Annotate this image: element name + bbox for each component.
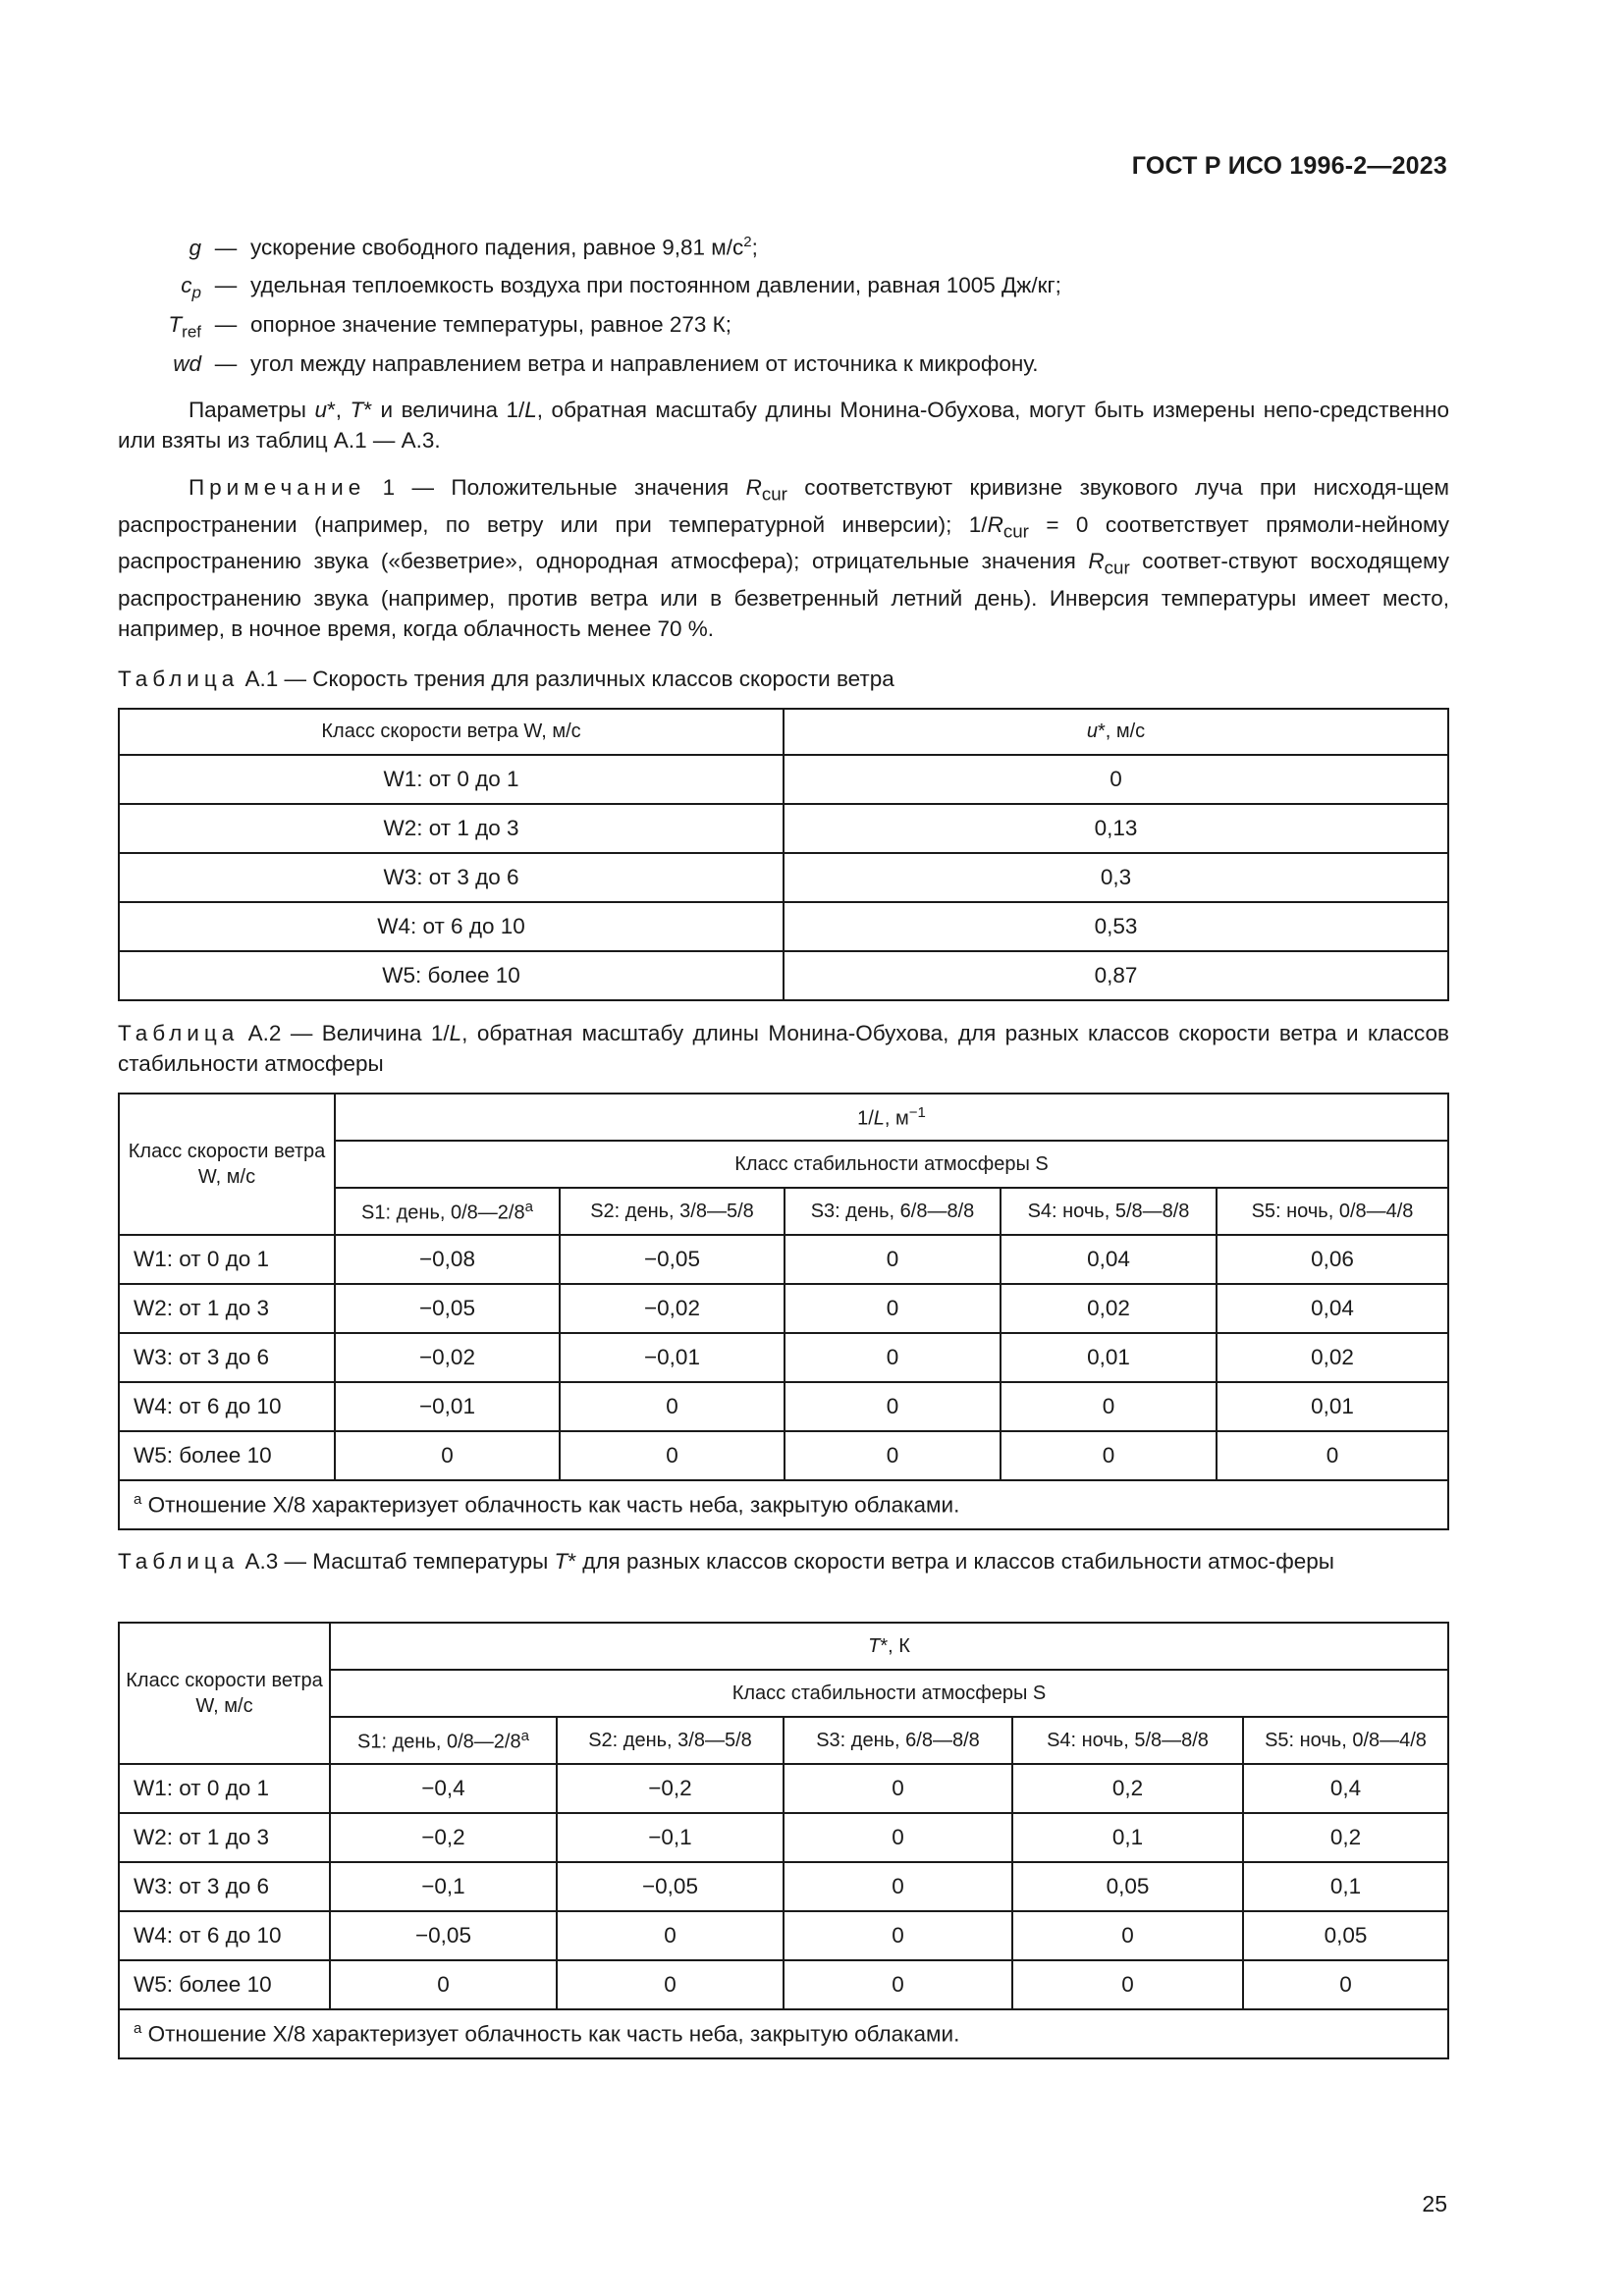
table-cell: 0 [784, 1813, 1012, 1862]
table-header-cell: S3: день, 6/8—8/8 [785, 1188, 1001, 1235]
table-row [119, 1813, 1448, 1862]
table-cell: 0 [784, 1862, 1012, 1911]
table-cell: 0,3 [784, 853, 1448, 902]
definitions-list [118, 234, 1449, 391]
table-cell: −0,02 [560, 1284, 785, 1333]
table-cell: W3: от 3 до 6 [119, 1333, 335, 1382]
table-cell: 0 [785, 1235, 1001, 1284]
table-cell: W1: от 0 до 1 [119, 1235, 335, 1284]
table-row [119, 951, 1448, 1000]
table-header-cell: S1: день, 0/8—2/8$^a$ [335, 1188, 560, 1235]
table-row [119, 1382, 1448, 1431]
table-cell: 0 [785, 1431, 1001, 1480]
table-footnote: $^a$ Отношение X/8 характеризует облачность как часть неба, закрытую облаками. [119, 2009, 1448, 2058]
table-header-cell: T*, К [330, 1623, 1448, 1670]
table-cell: W2: от 1 до 3 [119, 1284, 335, 1333]
table-cell: 0,53 [784, 902, 1448, 951]
table-cell: 0,05 [1243, 1911, 1448, 1960]
table-cell: 0 [335, 1431, 560, 1480]
table-header-row [119, 1094, 1448, 1141]
table-cell: 0,04 [1001, 1235, 1217, 1284]
table-header-cell: S4: ночь, 5/8—8/8 [1001, 1188, 1217, 1235]
table-cell: 0 [785, 1284, 1001, 1333]
table-cell: −0,08 [335, 1235, 560, 1284]
table-cell: 0 [785, 1333, 1001, 1382]
table-a1 [118, 708, 1449, 1001]
table-header-cell: Класс стабильности атмосферы S [335, 1141, 1448, 1188]
table-header-cell: S2: день, 3/8—5/8 [560, 1188, 785, 1235]
table-cell: 0,05 [1012, 1862, 1243, 1911]
table-cell: 0 [784, 1911, 1012, 1960]
table-cell: 0,02 [1001, 1284, 1217, 1333]
table-row [119, 1235, 1448, 1284]
table-cell: −0,01 [335, 1382, 560, 1431]
definition-text: опорное значение температуры, равное 273 К; [250, 312, 732, 337]
table-cell: −0,05 [557, 1862, 784, 1911]
definition-dash: — [214, 351, 238, 376]
definition-g [118, 234, 1449, 273]
table-header-cell: u*, м/с [784, 709, 1448, 755]
parameters-paragraph: Параметры u*, T* и величина 1/L, обратная масштабу длины Монина-Обухова, могут быть измерены непо-средственно или взяты из таблиц А.1 — А.3. [118, 398, 1449, 453]
table-cell: 0 [557, 1911, 784, 1960]
definition-symbol: $c_p$ [181, 273, 201, 302]
definition-symbol: $T_{ref}$ [168, 312, 201, 342]
table-row [119, 755, 1448, 804]
table-header-cell: S2: день, 3/8—5/8 [557, 1717, 784, 1764]
table-cell: 0 [560, 1431, 785, 1480]
table-header-cell: Класс скорости ветра W, м/с [119, 1623, 330, 1764]
page-number: 25 [1422, 2191, 1447, 2216]
table-cell: 0,4 [1243, 1764, 1448, 1813]
table-cell: W2: от 1 до 3 [119, 804, 784, 853]
table-row [119, 1764, 1448, 1813]
table-cell: −0,01 [560, 1333, 785, 1382]
table-header-cell: S5: ночь, 0/8—4/8 [1217, 1188, 1448, 1235]
table-header-cell: S5: ночь, 0/8—4/8 [1243, 1717, 1448, 1764]
table-cell: 0,01 [1001, 1333, 1217, 1382]
table-cell: −0,2 [330, 1813, 557, 1862]
table-footnote: $^a$ Отношение X/8 характеризует облачность как часть неба, закрытую облаками. [119, 1480, 1448, 1529]
table-cell: 0 [1012, 1960, 1243, 2009]
table-header-cell: Класс стабильности атмосферы S [330, 1670, 1448, 1717]
table-row [119, 853, 1448, 902]
table-cell: W4: от 6 до 10 [119, 902, 784, 951]
table-cell: 0 [330, 1960, 557, 2009]
table-cell: −0,1 [330, 1862, 557, 1911]
table-a2-caption: Таблица А.2 — Величина 1/L, обратная масштабу длины Монина-Обухова, для разных классов скорости ветра и классов стабильности атмосферы [118, 1021, 1449, 1076]
table-row [119, 804, 1448, 853]
table-row [119, 1333, 1448, 1382]
table-cell: 0 [1243, 1960, 1448, 2009]
table-row [119, 902, 1448, 951]
table-a1-caption: Таблица А.1 — Скорость трения для различных классов скорости ветра [118, 667, 894, 691]
definition-cp [118, 273, 1449, 312]
table-cell: 0 [785, 1382, 1001, 1431]
definition-symbol: wd [173, 351, 201, 376]
table-footnote-row [119, 2009, 1448, 2058]
table-cell: W5: более 10 [119, 951, 784, 1000]
table-cell: 0 [784, 755, 1448, 804]
table-cell: W2: от 1 до 3 [119, 1813, 330, 1862]
document-header: ГОСТ Р ИСО 1996-2—2023 [1131, 152, 1447, 180]
table-header-cell: S4: ночь, 5/8—8/8 [1012, 1717, 1243, 1764]
table-row [119, 1911, 1448, 1960]
table-cell: −0,1 [557, 1813, 784, 1862]
table-cell: −0,05 [335, 1284, 560, 1333]
table-cell: 0 [784, 1960, 1012, 2009]
definition-wd [118, 351, 1449, 391]
table-cell: 0,13 [784, 804, 1448, 853]
table-header-cell: Класс скорости ветра W, м/с [119, 1094, 335, 1235]
definition-text: удельная теплоемкость воздуха при постоянном давлении, равная 1005 Дж/кг; [250, 273, 1061, 297]
definition-dash: — [214, 273, 238, 297]
table-cell: 0 [1001, 1382, 1217, 1431]
table-footnote-row [119, 1480, 1448, 1529]
table-cell: −0,05 [330, 1911, 557, 1960]
table-row [119, 1960, 1448, 2009]
definition-text: угол между направлением ветра и направлением от источника к микрофону. [250, 351, 1039, 376]
definition-symbol: g [189, 235, 201, 260]
table-header-cell: S1: день, 0/8—2/8$^a$ [330, 1717, 557, 1764]
table-row [119, 1862, 1448, 1911]
table-cell: W5: более 10 [119, 1431, 335, 1480]
table-cell: −0,4 [330, 1764, 557, 1813]
table-cell: 0 [560, 1382, 785, 1431]
table-a3 [118, 1622, 1449, 2059]
definition-tref [118, 312, 1449, 351]
table-cell: 0 [784, 1764, 1012, 1813]
table-cell: 0,1 [1243, 1862, 1448, 1911]
table-cell: W4: от 6 до 10 [119, 1382, 335, 1431]
table-cell: 0 [557, 1960, 784, 2009]
table-a3-caption: Таблица А.3 — Масштаб температуры T* для разных классов скорости ветра и классов стабильности атмос-феры [118, 1549, 1334, 1574]
table-cell: 0,2 [1012, 1764, 1243, 1813]
table-cell: 0,2 [1243, 1813, 1448, 1862]
table-cell: 0,06 [1217, 1235, 1448, 1284]
table-cell: 0,1 [1012, 1813, 1243, 1862]
table-a2 [118, 1093, 1449, 1530]
table-header-cell: 1/L, $м^{-1}$ [335, 1094, 1448, 1141]
table-cell: W1: от 0 до 1 [119, 1764, 330, 1813]
table-cell: −0,05 [560, 1235, 785, 1284]
table-cell: 0,01 [1217, 1382, 1448, 1431]
table-header-row [119, 709, 1448, 755]
definition-dash: — [214, 235, 238, 260]
note-paragraph: Примечание 1 — Положительные значения $R_{cur}$ соответствуют кривизне звукового луча при нисходя-щем распространении (например, по ветру или при температурной инверсии); $1/R_{cur} = 0$ соответствует прямоли-нейному распространению звука («безветрие», однородная атмосфера); отрицательные значения $R_{cur}$ соответ-ствуют восходящему распространению звука (например, против ветра или в безветренный летний день). Инверсия температуры имеет место, например, в ночное время, когда облачность менее 70 %. [118, 475, 1449, 641]
table-cell: 0 [1001, 1431, 1217, 1480]
table-header-cell: S3: день, 6/8—8/8 [784, 1717, 1012, 1764]
table-row [119, 1284, 1448, 1333]
table-row [119, 1431, 1448, 1480]
table-header-row [119, 1623, 1448, 1670]
definition-dash: — [214, 312, 238, 337]
table-cell: 0,87 [784, 951, 1448, 1000]
table-cell: W3: от 3 до 6 [119, 853, 784, 902]
table-cell: W3: от 3 до 6 [119, 1862, 330, 1911]
table-cell: −0,2 [557, 1764, 784, 1813]
table-cell: W5: более 10 [119, 1960, 330, 2009]
table-cell: W4: от 6 до 10 [119, 1911, 330, 1960]
table-header-cell: Класс скорости ветра W, м/с [119, 709, 784, 755]
table-cell: 0 [1012, 1911, 1243, 1960]
table-cell: W1: от 0 до 1 [119, 755, 784, 804]
table-cell: −0,02 [335, 1333, 560, 1382]
table-cell: 0,02 [1217, 1333, 1448, 1382]
table-cell: 0 [1217, 1431, 1448, 1480]
definition-text: ускорение свободного падения, равное 9,81 $м/с^2$; [250, 234, 758, 260]
table-cell: 0,04 [1217, 1284, 1448, 1333]
